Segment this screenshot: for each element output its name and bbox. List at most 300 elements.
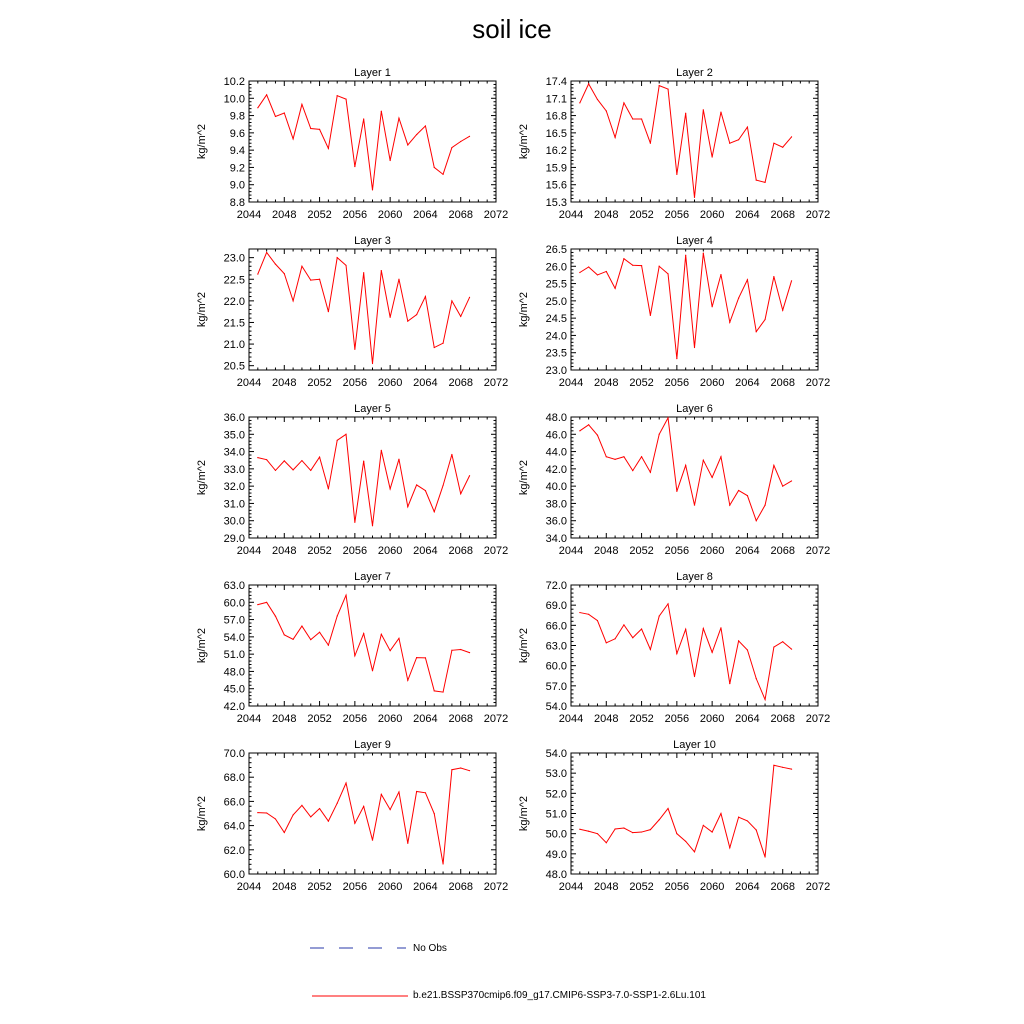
data-point [266, 812, 267, 813]
legend-model-line [312, 993, 408, 999]
data-point [469, 770, 470, 771]
data-point [623, 827, 624, 828]
data-point [460, 649, 461, 650]
data-point [275, 818, 276, 819]
y-tick-label: 66.0 [223, 796, 245, 809]
data-point [659, 434, 660, 435]
layer-chart-2 [518, 67, 830, 221]
data-point [615, 828, 616, 829]
y-tick-label: 15.9 [545, 162, 567, 175]
y-tick-label: 69.0 [545, 600, 567, 613]
x-tick-label: 2044 [558, 881, 584, 893]
data-point [319, 279, 320, 280]
data-point [756, 829, 757, 830]
plot-frame [571, 417, 818, 538]
data-point [381, 450, 382, 451]
data-point [345, 99, 346, 100]
series-line [580, 253, 792, 358]
x-tick-label: 2052 [629, 209, 654, 221]
data-point [782, 486, 783, 487]
x-tick-label: 2052 [629, 545, 654, 557]
data-point [407, 321, 408, 322]
data-point [257, 812, 258, 813]
x-tick-label: 2072 [483, 713, 509, 725]
data-point [284, 832, 285, 833]
data-point [791, 480, 792, 481]
data-point [685, 465, 686, 466]
y-tick-label: 70.0 [223, 748, 245, 760]
layer-chart-8 [518, 571, 830, 725]
y-tick-label: 9.8 [229, 110, 245, 123]
y-tick-label: 57.0 [545, 680, 567, 693]
y-tick-label: 20.5 [223, 360, 245, 373]
y-tick-label: 9.4 [229, 145, 245, 158]
data-point [588, 424, 589, 425]
data-point [328, 488, 329, 489]
data-point [275, 616, 276, 617]
x-tick-label: 2068 [770, 377, 795, 389]
y-tick-label: 34.0 [545, 533, 567, 545]
data-point [442, 863, 443, 864]
data-point [398, 791, 399, 792]
data-point [615, 638, 616, 639]
x-tick-label: 2044 [236, 209, 262, 221]
data-point [407, 144, 408, 145]
y-tick-label: 23.0 [545, 365, 567, 377]
data-point [667, 808, 668, 809]
data-point [773, 646, 774, 647]
x-tick-label: 2056 [664, 209, 690, 221]
y-axis-label: kg/m^2 [196, 291, 208, 328]
y-axis-label: kg/m^2 [518, 291, 530, 328]
data-point [425, 657, 426, 658]
x-tick-label: 2056 [342, 881, 368, 893]
data-point [328, 148, 329, 149]
y-tick-label: 62.0 [223, 844, 245, 857]
data-point [764, 182, 765, 183]
data-point [442, 691, 443, 692]
data-point [390, 160, 391, 161]
x-tick-label: 2056 [664, 881, 690, 893]
x-tick-label: 2060 [699, 713, 725, 725]
data-point [756, 678, 757, 679]
x-tick-label: 2048 [594, 545, 619, 557]
x-tick-label: 2068 [448, 377, 473, 389]
data-point [460, 141, 461, 142]
data-point [756, 331, 757, 332]
data-point [319, 457, 320, 458]
data-point [257, 107, 258, 108]
data-point [275, 264, 276, 265]
data-point [623, 102, 624, 103]
y-tick-label: 36.0 [545, 515, 567, 528]
data-point [712, 306, 713, 307]
x-tick-label: 2060 [699, 545, 725, 557]
data-point [293, 300, 294, 301]
x-tick-label: 2052 [307, 881, 332, 893]
data-point [442, 485, 443, 486]
data-point [650, 315, 651, 316]
data-point [372, 670, 373, 671]
data-point [390, 488, 391, 489]
y-tick-label: 9.6 [229, 127, 245, 140]
layer-chart-6 [518, 403, 830, 557]
data-point [398, 459, 399, 460]
data-point [615, 459, 616, 460]
y-tick-label: 50.0 [545, 828, 567, 841]
data-point [398, 638, 399, 639]
data-point [275, 116, 276, 117]
data-point [667, 603, 668, 604]
y-tick-label: 72.0 [545, 580, 567, 592]
y-tick-label: 46.0 [545, 429, 567, 442]
data-point [764, 319, 765, 320]
x-tick-label: 2068 [770, 209, 795, 221]
data-point [712, 652, 713, 653]
series-line [258, 95, 470, 190]
data-point [579, 430, 580, 431]
plot-frame [249, 753, 496, 874]
data-point [416, 314, 417, 315]
y-tick-label: 17.4 [545, 76, 567, 88]
data-point [738, 139, 739, 140]
data-point [407, 506, 408, 507]
y-tick-label: 42.0 [545, 463, 567, 476]
data-point [354, 349, 355, 350]
data-point [257, 604, 258, 605]
y-axis-label: kg/m^2 [196, 795, 208, 832]
x-tick-label: 2068 [448, 545, 473, 557]
x-tick-label: 2064 [413, 545, 438, 557]
x-tick-label: 2060 [377, 713, 403, 725]
x-tick-label: 2072 [805, 377, 831, 389]
data-point [372, 840, 373, 841]
x-tick-label: 2064 [735, 377, 760, 389]
data-point [676, 358, 677, 359]
data-point [345, 434, 346, 435]
data-point [623, 624, 624, 625]
x-tick-label: 2068 [770, 545, 795, 557]
x-tick-label: 2068 [448, 881, 473, 893]
y-tick-label: 68.0 [223, 772, 245, 785]
data-point [676, 174, 677, 175]
data-point [764, 856, 765, 857]
data-point [720, 456, 721, 457]
x-tick-label: 2072 [805, 545, 831, 557]
data-point [460, 493, 461, 494]
x-tick-label: 2052 [629, 713, 654, 725]
data-point [319, 808, 320, 809]
y-tick-label: 31.0 [223, 498, 245, 511]
data-point [354, 522, 355, 523]
data-point [764, 699, 765, 700]
y-tick-label: 64.0 [223, 820, 245, 833]
y-tick-label: 48.0 [545, 412, 567, 424]
x-tick-label: 2060 [699, 377, 725, 389]
x-tick-label: 2072 [483, 209, 509, 221]
plot-frame [249, 585, 496, 706]
data-point [738, 817, 739, 818]
x-tick-label: 2072 [805, 209, 831, 221]
data-point [434, 167, 435, 168]
data-point [588, 83, 589, 84]
data-point [659, 266, 660, 267]
plot-frame [249, 81, 496, 202]
data-point [632, 265, 633, 266]
data-point [615, 137, 616, 138]
data-point [606, 271, 607, 272]
data-point [738, 490, 739, 491]
data-point [460, 316, 461, 317]
chart-title: Layer 6 [676, 403, 713, 415]
x-tick-label: 2048 [594, 881, 619, 893]
y-tick-label: 53.0 [545, 768, 567, 781]
data-point [319, 632, 320, 633]
data-point [773, 765, 774, 766]
data-point [363, 633, 364, 634]
data-point [791, 136, 792, 137]
data-point [416, 134, 417, 135]
x-tick-label: 2064 [735, 545, 760, 557]
plot-frame [249, 249, 496, 370]
data-point [729, 322, 730, 323]
data-point [337, 440, 338, 441]
x-tick-label: 2056 [664, 545, 690, 557]
data-point [310, 128, 311, 129]
x-tick-label: 2044 [558, 209, 584, 221]
data-point [451, 300, 452, 301]
y-tick-label: 49.0 [545, 848, 567, 861]
data-point [442, 343, 443, 344]
y-tick-label: 16.8 [545, 110, 567, 123]
data-point [301, 460, 302, 461]
data-point [659, 819, 660, 820]
data-point [685, 255, 686, 256]
data-point [747, 126, 748, 127]
series-line [258, 434, 470, 525]
data-point [310, 470, 311, 471]
x-tick-label: 2048 [272, 545, 297, 557]
layer-chart-5 [196, 403, 508, 557]
data-point [667, 417, 668, 418]
data-point [791, 280, 792, 281]
x-tick-label: 2048 [272, 881, 297, 893]
data-point [650, 649, 651, 650]
chart-title: Layer 8 [676, 571, 713, 583]
data-point [354, 655, 355, 656]
series-line [580, 765, 792, 857]
data-point [363, 806, 364, 807]
data-point [720, 813, 721, 814]
data-point [257, 457, 258, 458]
y-tick-label: 24.0 [545, 330, 567, 343]
data-point [328, 821, 329, 822]
y-tick-label: 25.5 [545, 278, 567, 291]
data-point [284, 634, 285, 635]
data-point [469, 297, 470, 298]
chart-title: Layer 2 [676, 67, 713, 79]
plot-frame [571, 81, 818, 202]
data-point [747, 495, 748, 496]
data-point [337, 257, 338, 258]
data-point [398, 279, 399, 280]
x-tick-label: 2060 [377, 377, 403, 389]
data-point [354, 166, 355, 167]
x-tick-label: 2060 [377, 881, 403, 893]
series-line [258, 595, 470, 692]
x-tick-label: 2048 [594, 377, 619, 389]
data-point [390, 650, 391, 651]
layer-chart-1 [196, 67, 508, 221]
page-title: soil ice [472, 14, 552, 44]
y-tick-label: 63.0 [223, 580, 245, 592]
data-point [579, 102, 580, 103]
data-point [606, 110, 607, 111]
layer-chart-7 [196, 571, 508, 725]
data-point [650, 143, 651, 144]
data-point [623, 456, 624, 457]
data-point [747, 279, 748, 280]
data-point [434, 347, 435, 348]
data-point [425, 792, 426, 793]
x-tick-label: 2072 [483, 377, 509, 389]
x-tick-label: 2044 [236, 377, 262, 389]
y-tick-label: 21.5 [223, 317, 245, 330]
data-point [791, 649, 792, 650]
y-tick-label: 60.0 [223, 869, 245, 881]
y-tick-label: 63.0 [545, 640, 567, 653]
data-point [615, 288, 616, 289]
data-point [451, 769, 452, 770]
data-point [712, 477, 713, 478]
data-point [712, 156, 713, 157]
data-point [667, 88, 668, 89]
legend-obs-line [310, 945, 406, 951]
data-point [284, 273, 285, 274]
data-point [293, 639, 294, 640]
data-point [782, 767, 783, 768]
data-point [301, 104, 302, 105]
x-tick-label: 2064 [413, 377, 438, 389]
y-tick-label: 17.1 [545, 93, 567, 106]
x-tick-label: 2044 [236, 545, 262, 557]
data-point [597, 833, 598, 834]
y-tick-label: 15.3 [545, 197, 567, 209]
data-point [703, 825, 704, 826]
data-point [451, 454, 452, 455]
y-tick-label: 9.2 [229, 162, 245, 175]
data-point [641, 456, 642, 457]
chart-title: Layer 5 [354, 403, 391, 415]
x-tick-label: 2048 [272, 377, 297, 389]
data-point [372, 363, 373, 364]
data-point [676, 491, 677, 492]
data-point [407, 680, 408, 681]
y-tick-label: 42.0 [223, 701, 245, 713]
data-point [469, 475, 470, 476]
data-point [345, 265, 346, 266]
y-axis-label: kg/m^2 [196, 627, 208, 664]
data-point [381, 634, 382, 635]
y-tick-label: 8.8 [229, 197, 245, 209]
y-tick-label: 26.5 [545, 244, 567, 256]
series-line [580, 418, 792, 521]
data-point [650, 472, 651, 473]
data-point [606, 456, 607, 457]
data-point [416, 657, 417, 658]
x-tick-label: 2064 [735, 713, 760, 725]
data-point [685, 113, 686, 114]
series-line [580, 84, 792, 198]
y-tick-label: 44.0 [545, 446, 567, 459]
y-tick-label: 57.0 [223, 614, 245, 627]
data-point [703, 628, 704, 629]
x-tick-label: 2056 [342, 545, 368, 557]
data-point [337, 95, 338, 96]
data-point [390, 809, 391, 810]
data-point [694, 851, 695, 852]
data-point [606, 842, 607, 843]
y-tick-label: 24.5 [545, 313, 567, 326]
x-tick-label: 2072 [805, 713, 831, 725]
data-point [703, 460, 704, 461]
data-point [738, 640, 739, 641]
data-point [773, 276, 774, 277]
y-tick-label: 21.0 [223, 339, 245, 352]
data-point [345, 595, 346, 596]
data-point [729, 847, 730, 848]
data-point [738, 297, 739, 298]
data-point [579, 272, 580, 273]
data-point [425, 296, 426, 297]
data-point [597, 435, 598, 436]
data-point [720, 274, 721, 275]
data-point [442, 174, 443, 175]
series-line [580, 604, 792, 700]
data-point [588, 831, 589, 832]
y-tick-label: 9.0 [229, 179, 245, 192]
chart-title: Layer 10 [673, 739, 716, 751]
data-point [712, 831, 713, 832]
data-point [451, 147, 452, 148]
y-tick-label: 54.0 [545, 748, 567, 760]
data-point [363, 460, 364, 461]
y-tick-label: 36.0 [223, 412, 245, 424]
data-point [729, 683, 730, 684]
data-point [460, 767, 461, 768]
x-tick-label: 2056 [342, 209, 368, 221]
x-tick-label: 2060 [699, 881, 725, 893]
y-tick-label: 26.0 [545, 261, 567, 274]
data-point [597, 274, 598, 275]
x-tick-label: 2060 [377, 209, 403, 221]
data-point [623, 258, 624, 259]
data-point [390, 317, 391, 318]
y-tick-label: 10.0 [223, 93, 245, 106]
data-point [641, 831, 642, 832]
data-point [729, 505, 730, 506]
x-tick-label: 2052 [307, 713, 332, 725]
data-point [310, 280, 311, 281]
data-point [685, 841, 686, 842]
data-point [703, 253, 704, 254]
data-point [606, 642, 607, 643]
y-tick-label: 60.0 [545, 660, 567, 673]
data-point [345, 782, 346, 783]
y-tick-label: 54.0 [223, 631, 245, 644]
x-tick-label: 2064 [413, 209, 438, 221]
y-tick-label: 45.0 [223, 683, 245, 696]
